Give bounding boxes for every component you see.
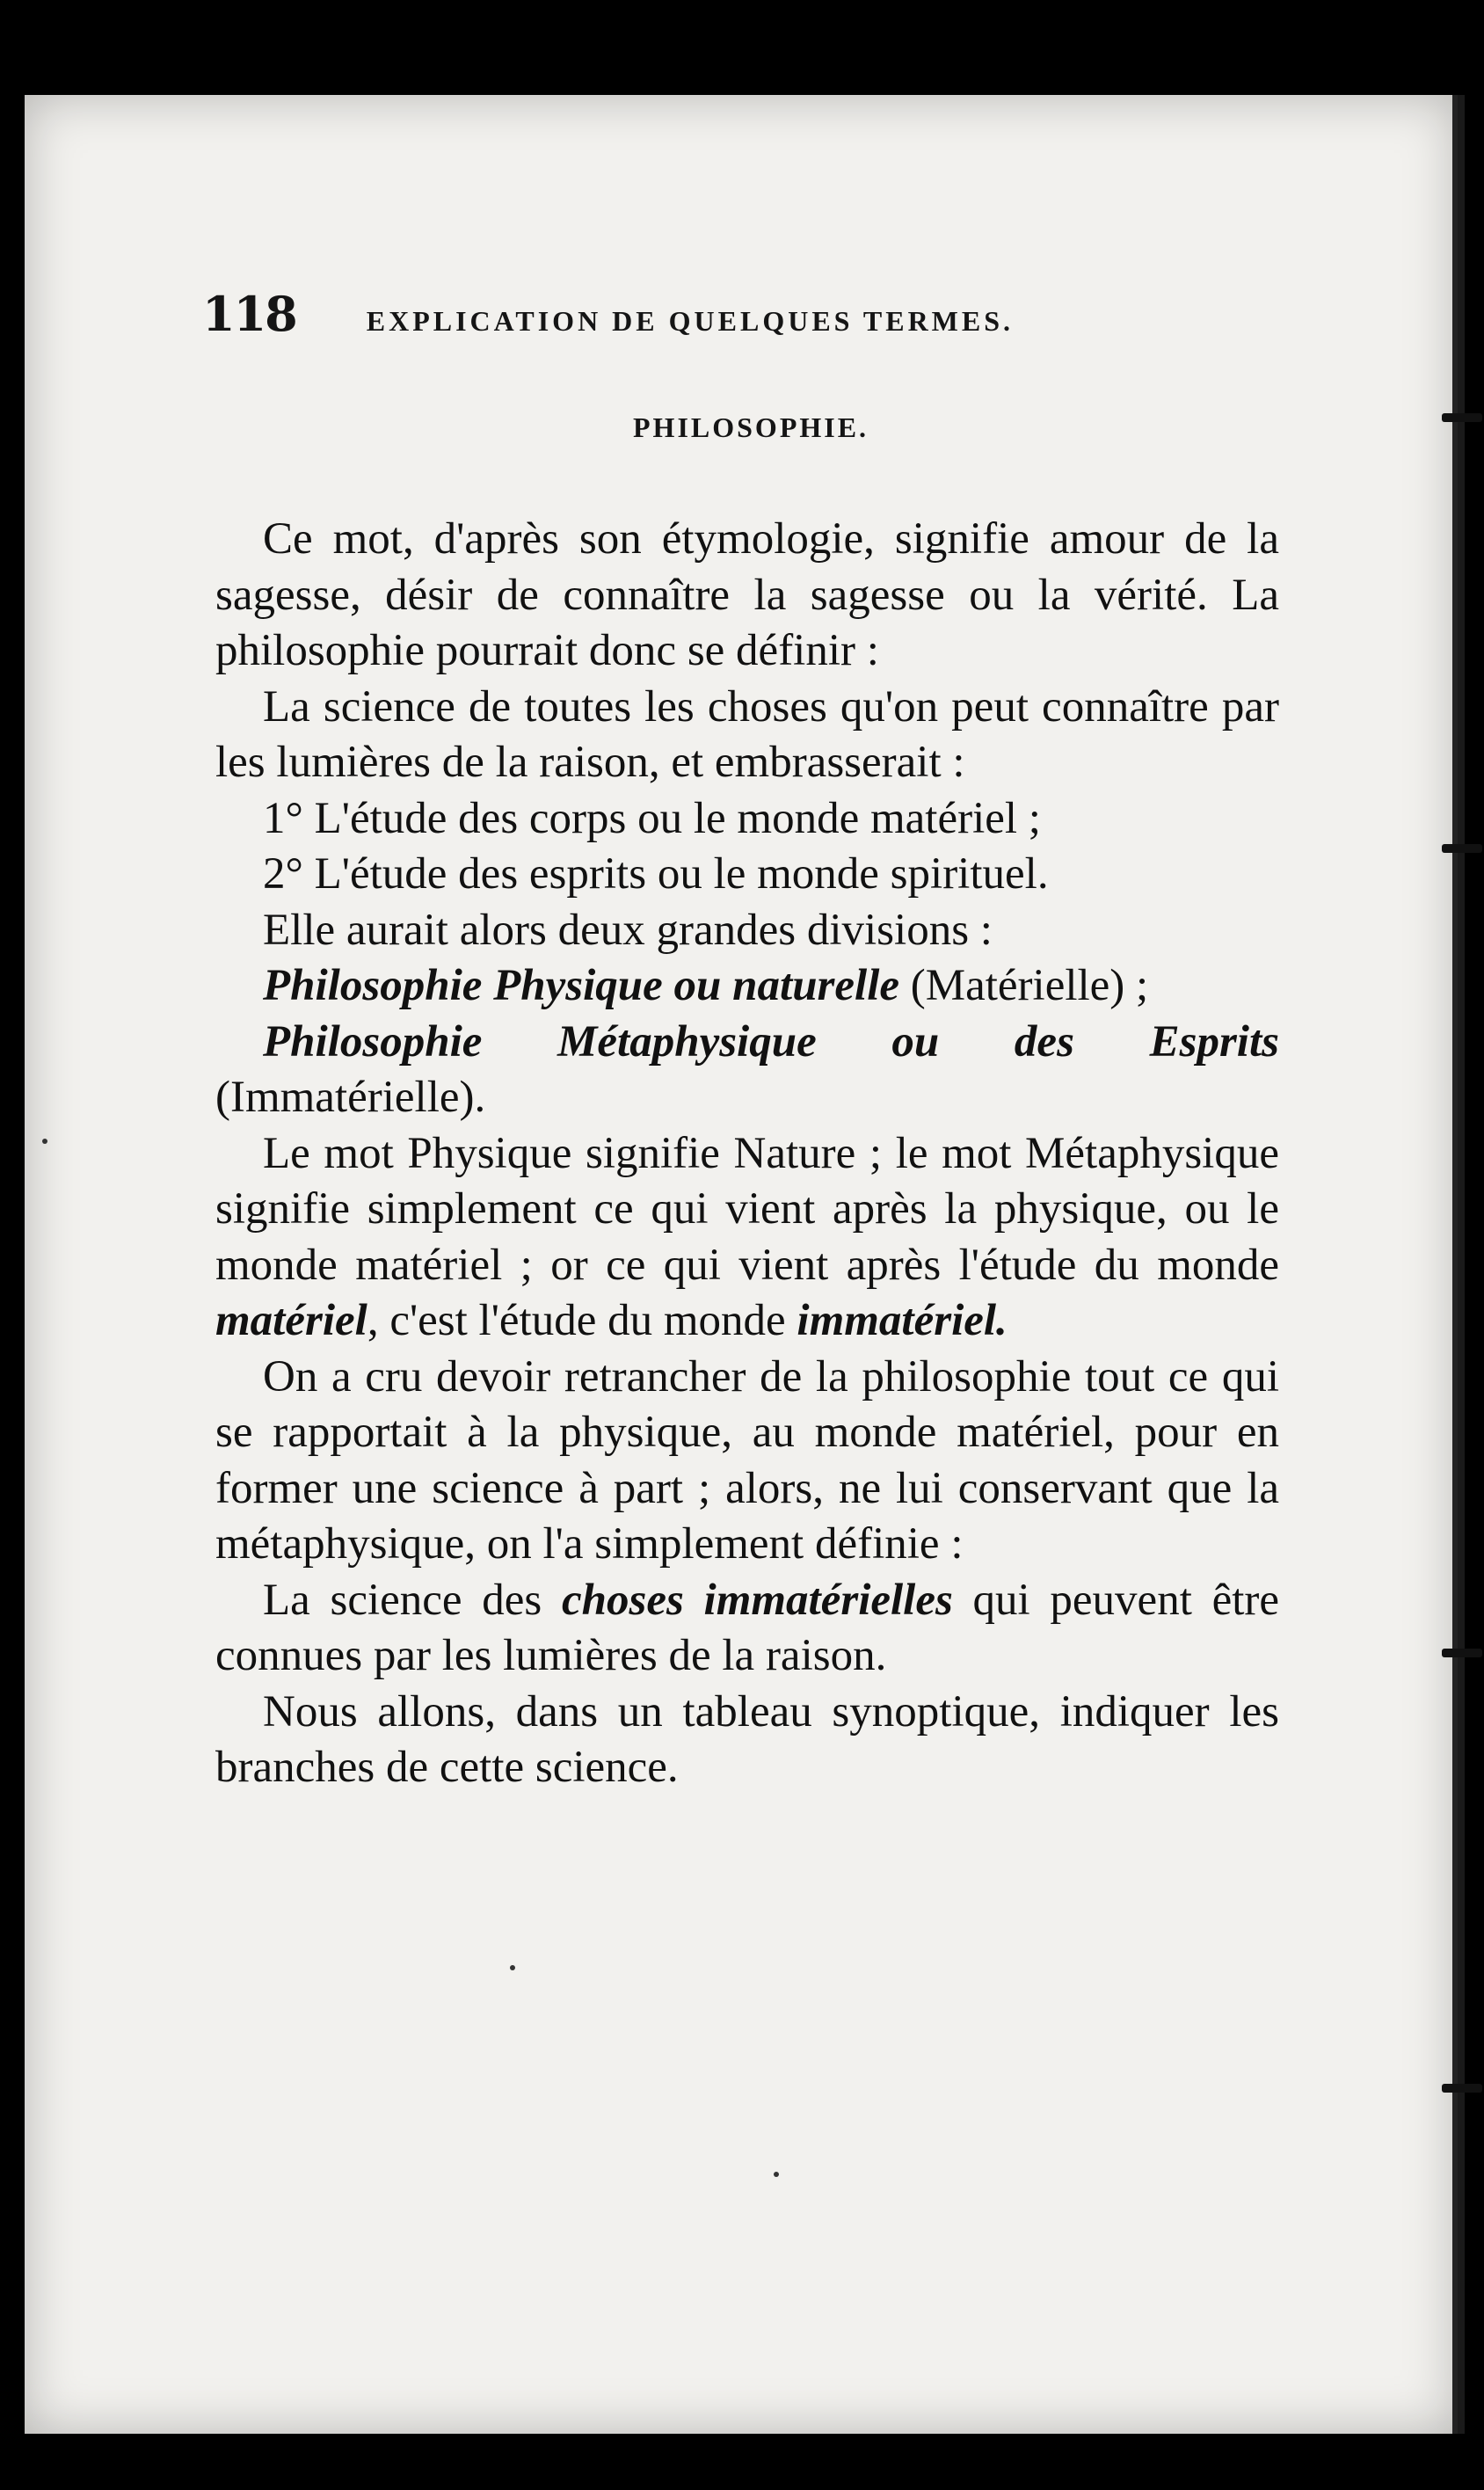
paper-speck [774, 2172, 779, 2177]
text-run: La science des [263, 1575, 562, 1625]
text-run: , c'est l'étude du monde [367, 1296, 797, 1345]
division-physique-note: (Matérielle) ; [899, 961, 1149, 1010]
binding-mark [1442, 413, 1482, 422]
text-run: Le mot Physique signifie Nature ; le mot Métaphysique signifie simplement ce qui vient après la physique, ou le monde matériel ; or ce qui vient après l'étude du monde [215, 1128, 1279, 1290]
binding-mark [1442, 2084, 1482, 2093]
division-metaphysique-note: (Immatérielle). [215, 1073, 486, 1122]
list-item: 2° L'étude des esprits ou le monde spirituel. [263, 849, 1049, 899]
running-title: EXPLICATION DE QUELQUES TERMES. [366, 305, 1015, 337]
page-number: 118 [202, 286, 296, 342]
division-physique-title: Philosophie Physique ou naturelle [263, 961, 900, 1010]
italic-run: immatériel. [797, 1296, 1008, 1345]
page-binding-edge [1452, 95, 1458, 2434]
paragraph: Nous allons, dans un tableau synoptique, indiquer les branches de cette science. [215, 1686, 1279, 1792]
binding-mark [1442, 844, 1482, 853]
italic-run: choses immatérielles [561, 1575, 953, 1625]
paragraph: On a cru devoir retrancher de la philosophie tout ce qui se rapportait à la physique, au monde matériel, pour en former une science à part ; alors, ne lui conservant que la métaphysique, on l'a simplement définie : [215, 1351, 1279, 1569]
paragraph: Ce mot, d'après son étymologie, signifie amour de la sagesse, désir de connaître la sagesse ou la vérité. La philosophie pourrait donc se définir : [215, 514, 1279, 675]
paragraph: Elle aurait alors deux grandes divisions : [263, 905, 993, 955]
section-title: PHILOSOPHIE. [633, 411, 869, 443]
body-text [215, 512, 1279, 1796]
page-header [202, 286, 1301, 347]
division-metaphysique [215, 1015, 1279, 1126]
binding-mark [1442, 1649, 1482, 1657]
italic-run: matériel [215, 1296, 367, 1345]
paper-speck [510, 1965, 515, 1970]
list-item: 1° L'étude des corps ou le monde matériel ; [263, 793, 1041, 843]
division-metaphysique-title: Philosophie Métaphysique ou des Esprits [263, 1016, 1279, 1067]
paragraph: La science de toutes les choses qu'on peut connaître par les lumières de la raison, et embrasserait : [215, 681, 1279, 787]
paragraph [215, 1573, 1279, 1685]
paragraph [215, 1126, 1279, 1350]
text-run: qui peuvent être connues par les lumières de la raison. [215, 1575, 1280, 1680]
division-physique [215, 958, 1279, 1015]
paper-speck [42, 1139, 47, 1144]
